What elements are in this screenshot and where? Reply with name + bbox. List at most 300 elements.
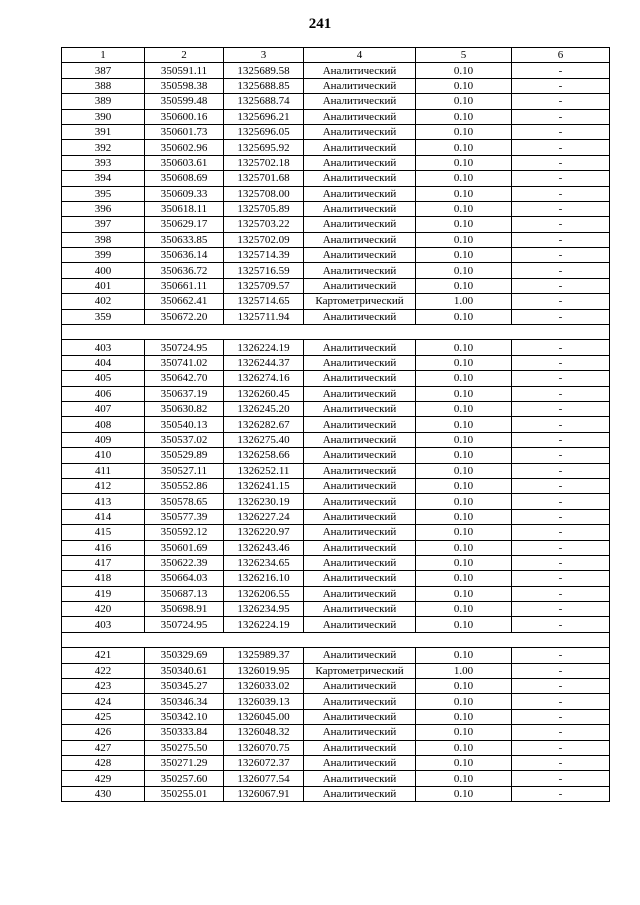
method-cell: Картометрический xyxy=(304,294,416,309)
x-coordinate-cell: 350724.95 xyxy=(145,617,224,632)
method-cell: Аналитический xyxy=(304,248,416,263)
y-coordinate-cell: 1326244.37 xyxy=(224,355,304,370)
x-coordinate-cell: 350577.39 xyxy=(145,509,224,524)
y-coordinate-cell: 1326275.40 xyxy=(224,432,304,447)
note-cell: - xyxy=(512,709,610,724)
x-coordinate-cell: 350637.19 xyxy=(145,386,224,401)
accuracy-cell: 0.10 xyxy=(416,432,512,447)
note-cell: - xyxy=(512,740,610,755)
accuracy-cell: 0.10 xyxy=(416,401,512,416)
method-cell: Аналитический xyxy=(304,78,416,93)
method-cell: Аналитический xyxy=(304,232,416,247)
y-coordinate-cell: 1326072.37 xyxy=(224,755,304,770)
point-number-cell: 421 xyxy=(62,648,145,663)
x-coordinate-cell: 350600.16 xyxy=(145,109,224,124)
table-header-row xyxy=(62,48,610,63)
note-cell: - xyxy=(512,155,610,170)
table-row xyxy=(62,294,610,309)
accuracy-cell: 0.10 xyxy=(416,478,512,493)
method-cell: Аналитический xyxy=(304,509,416,524)
table-row xyxy=(62,540,610,555)
table-row xyxy=(62,417,610,432)
point-number-cell: 405 xyxy=(62,371,145,386)
method-cell: Аналитический xyxy=(304,432,416,447)
y-coordinate-cell: 1325705.89 xyxy=(224,201,304,216)
note-cell: - xyxy=(512,386,610,401)
point-number-cell: 394 xyxy=(62,171,145,186)
y-coordinate-cell: 1326070.75 xyxy=(224,740,304,755)
accuracy-cell: 0.10 xyxy=(416,694,512,709)
table-row xyxy=(62,263,610,278)
table-row xyxy=(62,401,610,416)
y-coordinate-cell: 1326258.66 xyxy=(224,448,304,463)
point-number-cell: 410 xyxy=(62,448,145,463)
table-row xyxy=(62,494,610,509)
x-coordinate-cell: 350599.48 xyxy=(145,94,224,109)
point-number-cell: 412 xyxy=(62,478,145,493)
x-coordinate-cell: 350698.91 xyxy=(145,602,224,617)
table-row xyxy=(62,278,610,293)
x-coordinate-cell: 350601.73 xyxy=(145,124,224,139)
table-row xyxy=(62,248,610,263)
x-coordinate-cell: 350664.03 xyxy=(145,571,224,586)
table-row xyxy=(62,432,610,447)
note-cell: - xyxy=(512,201,610,216)
table-row xyxy=(62,78,610,93)
method-cell: Аналитический xyxy=(304,340,416,355)
note-cell: - xyxy=(512,278,610,293)
accuracy-cell: 0.10 xyxy=(416,186,512,201)
table-row xyxy=(62,755,610,770)
y-coordinate-cell: 1326230.19 xyxy=(224,494,304,509)
y-coordinate-cell: 1326206.55 xyxy=(224,586,304,601)
table-row xyxy=(62,201,610,216)
table-row xyxy=(62,602,610,617)
accuracy-cell: 0.10 xyxy=(416,232,512,247)
x-coordinate-cell: 350329.69 xyxy=(145,648,224,663)
x-coordinate-cell: 350275.50 xyxy=(145,740,224,755)
coordinates-table xyxy=(61,47,610,802)
point-number-cell: 402 xyxy=(62,294,145,309)
point-number-cell: 416 xyxy=(62,540,145,555)
method-cell: Аналитический xyxy=(304,555,416,570)
point-number-cell: 398 xyxy=(62,232,145,247)
point-number-cell: 392 xyxy=(62,140,145,155)
point-number-cell: 401 xyxy=(62,278,145,293)
method-cell: Аналитический xyxy=(304,109,416,124)
x-coordinate-cell: 350340.61 xyxy=(145,663,224,678)
accuracy-cell: 0.10 xyxy=(416,386,512,401)
y-coordinate-cell: 1326033.02 xyxy=(224,679,304,694)
note-cell: - xyxy=(512,417,610,432)
method-cell: Аналитический xyxy=(304,171,416,186)
x-coordinate-cell: 350345.27 xyxy=(145,679,224,694)
y-coordinate-cell: 1325696.05 xyxy=(224,124,304,139)
note-cell: - xyxy=(512,494,610,509)
point-number-cell: 403 xyxy=(62,617,145,632)
method-cell: Аналитический xyxy=(304,694,416,709)
method-cell: Аналитический xyxy=(304,494,416,509)
separator-cell xyxy=(62,632,610,647)
note-cell: - xyxy=(512,263,610,278)
method-cell: Картометрический xyxy=(304,663,416,678)
point-number-cell: 399 xyxy=(62,248,145,263)
method-cell: Аналитический xyxy=(304,217,416,232)
point-number-cell: 395 xyxy=(62,186,145,201)
point-number-cell: 407 xyxy=(62,401,145,416)
table-row xyxy=(62,171,610,186)
table-row xyxy=(62,648,610,663)
table-row xyxy=(62,155,610,170)
x-coordinate-cell: 350346.34 xyxy=(145,694,224,709)
accuracy-cell: 0.10 xyxy=(416,771,512,786)
point-number-cell: 406 xyxy=(62,386,145,401)
note-cell: - xyxy=(512,694,610,709)
method-cell: Аналитический xyxy=(304,155,416,170)
table-row xyxy=(62,217,610,232)
table-row xyxy=(62,371,610,386)
table-row xyxy=(62,679,610,694)
y-coordinate-cell: 1326220.97 xyxy=(224,525,304,540)
method-cell: Аналитический xyxy=(304,309,416,324)
x-coordinate-cell: 350598.38 xyxy=(145,78,224,93)
method-cell: Аналитический xyxy=(304,417,416,432)
note-cell: - xyxy=(512,124,610,139)
x-coordinate-cell: 350540.13 xyxy=(145,417,224,432)
point-number-cell: 414 xyxy=(62,509,145,524)
accuracy-cell: 0.10 xyxy=(416,201,512,216)
note-cell: - xyxy=(512,586,610,601)
method-cell: Аналитический xyxy=(304,617,416,632)
x-coordinate-cell: 350636.72 xyxy=(145,263,224,278)
table-row xyxy=(62,340,610,355)
x-coordinate-cell: 350629.17 xyxy=(145,217,224,232)
method-cell: Аналитический xyxy=(304,648,416,663)
x-coordinate-cell: 350642.70 xyxy=(145,371,224,386)
note-cell: - xyxy=(512,463,610,478)
column-header: 4 xyxy=(304,48,416,63)
method-cell: Аналитический xyxy=(304,725,416,740)
note-cell: - xyxy=(512,248,610,263)
accuracy-cell: 0.10 xyxy=(416,448,512,463)
table-separator-row xyxy=(62,325,610,340)
point-number-cell: 396 xyxy=(62,201,145,216)
method-cell: Аналитический xyxy=(304,355,416,370)
y-coordinate-cell: 1325716.59 xyxy=(224,263,304,278)
x-coordinate-cell: 350622.39 xyxy=(145,555,224,570)
y-coordinate-cell: 1326245.20 xyxy=(224,401,304,416)
method-cell: Аналитический xyxy=(304,63,416,78)
y-coordinate-cell: 1325695.92 xyxy=(224,140,304,155)
accuracy-cell: 0.10 xyxy=(416,263,512,278)
y-coordinate-cell: 1326045.00 xyxy=(224,709,304,724)
note-cell: - xyxy=(512,217,610,232)
method-cell: Аналитический xyxy=(304,525,416,540)
table-row xyxy=(62,786,610,801)
point-number-cell: 425 xyxy=(62,709,145,724)
x-coordinate-cell: 350633.85 xyxy=(145,232,224,247)
y-coordinate-cell: 1326274.16 xyxy=(224,371,304,386)
note-cell: - xyxy=(512,294,610,309)
y-coordinate-cell: 1326227.24 xyxy=(224,509,304,524)
accuracy-cell: 0.10 xyxy=(416,494,512,509)
table-row xyxy=(62,725,610,740)
table-row xyxy=(62,63,610,78)
method-cell: Аналитический xyxy=(304,263,416,278)
x-coordinate-cell: 350636.14 xyxy=(145,248,224,263)
note-cell: - xyxy=(512,478,610,493)
y-coordinate-cell: 1326241.15 xyxy=(224,478,304,493)
note-cell: - xyxy=(512,94,610,109)
note-cell: - xyxy=(512,602,610,617)
note-cell: - xyxy=(512,432,610,447)
point-number-cell: 390 xyxy=(62,109,145,124)
column-header: 3 xyxy=(224,48,304,63)
x-coordinate-cell: 350271.29 xyxy=(145,755,224,770)
note-cell: - xyxy=(512,509,610,524)
method-cell: Аналитический xyxy=(304,386,416,401)
method-cell: Аналитический xyxy=(304,755,416,770)
note-cell: - xyxy=(512,401,610,416)
x-coordinate-cell: 350741.02 xyxy=(145,355,224,370)
method-cell: Аналитический xyxy=(304,540,416,555)
note-cell: - xyxy=(512,448,610,463)
y-coordinate-cell: 1325711.94 xyxy=(224,309,304,324)
x-coordinate-cell: 350527.11 xyxy=(145,463,224,478)
method-cell: Аналитический xyxy=(304,94,416,109)
method-cell: Аналитический xyxy=(304,709,416,724)
point-number-cell: 397 xyxy=(62,217,145,232)
point-number-cell: 408 xyxy=(62,417,145,432)
x-coordinate-cell: 350618.11 xyxy=(145,201,224,216)
point-number-cell: 388 xyxy=(62,78,145,93)
accuracy-cell: 0.10 xyxy=(416,355,512,370)
table-row xyxy=(62,448,610,463)
method-cell: Аналитический xyxy=(304,602,416,617)
y-coordinate-cell: 1325688.74 xyxy=(224,94,304,109)
point-number-cell: 428 xyxy=(62,755,145,770)
accuracy-cell: 0.10 xyxy=(416,540,512,555)
note-cell: - xyxy=(512,725,610,740)
accuracy-cell: 0.10 xyxy=(416,417,512,432)
table-row xyxy=(62,309,610,324)
table-row xyxy=(62,124,610,139)
y-coordinate-cell: 1325696.21 xyxy=(224,109,304,124)
point-number-cell: 422 xyxy=(62,663,145,678)
table-row xyxy=(62,509,610,524)
table-row xyxy=(62,478,610,493)
method-cell: Аналитический xyxy=(304,740,416,755)
accuracy-cell: 0.10 xyxy=(416,171,512,186)
note-cell: - xyxy=(512,525,610,540)
y-coordinate-cell: 1325688.85 xyxy=(224,78,304,93)
point-number-cell: 417 xyxy=(62,555,145,570)
accuracy-cell: 0.10 xyxy=(416,648,512,663)
y-coordinate-cell: 1326039.13 xyxy=(224,694,304,709)
x-coordinate-cell: 350608.69 xyxy=(145,171,224,186)
x-coordinate-cell: 350529.89 xyxy=(145,448,224,463)
table-row xyxy=(62,94,610,109)
x-coordinate-cell: 350609.33 xyxy=(145,186,224,201)
method-cell: Аналитический xyxy=(304,586,416,601)
y-coordinate-cell: 1326067.91 xyxy=(224,786,304,801)
note-cell: - xyxy=(512,140,610,155)
point-number-cell: 404 xyxy=(62,355,145,370)
method-cell: Аналитический xyxy=(304,571,416,586)
x-coordinate-cell: 350724.95 xyxy=(145,340,224,355)
table-row xyxy=(62,232,610,247)
x-coordinate-cell: 350257.60 xyxy=(145,771,224,786)
method-cell: Аналитический xyxy=(304,186,416,201)
point-number-cell: 359 xyxy=(62,309,145,324)
method-cell: Аналитический xyxy=(304,278,416,293)
page-number: 241 xyxy=(308,16,332,32)
separator-cell xyxy=(62,325,610,340)
table-row xyxy=(62,740,610,755)
note-cell: - xyxy=(512,663,610,678)
table-row xyxy=(62,771,610,786)
note-cell: - xyxy=(512,648,610,663)
note-cell: - xyxy=(512,571,610,586)
accuracy-cell: 0.10 xyxy=(416,109,512,124)
x-coordinate-cell: 350662.41 xyxy=(145,294,224,309)
point-number-cell: 420 xyxy=(62,602,145,617)
y-coordinate-cell: 1326224.19 xyxy=(224,340,304,355)
y-coordinate-cell: 1326224.19 xyxy=(224,617,304,632)
point-number-cell: 413 xyxy=(62,494,145,509)
point-number-cell: 430 xyxy=(62,786,145,801)
note-cell: - xyxy=(512,371,610,386)
y-coordinate-cell: 1325701.68 xyxy=(224,171,304,186)
accuracy-cell: 0.10 xyxy=(416,463,512,478)
note-cell: - xyxy=(512,540,610,555)
point-number-cell: 415 xyxy=(62,525,145,540)
y-coordinate-cell: 1326282.67 xyxy=(224,417,304,432)
accuracy-cell: 0.10 xyxy=(416,371,512,386)
method-cell: Аналитический xyxy=(304,478,416,493)
note-cell: - xyxy=(512,786,610,801)
note-cell: - xyxy=(512,309,610,324)
point-number-cell: 400 xyxy=(62,263,145,278)
y-coordinate-cell: 1326252.11 xyxy=(224,463,304,478)
x-coordinate-cell: 350592.12 xyxy=(145,525,224,540)
table-row xyxy=(62,355,610,370)
accuracy-cell: 0.10 xyxy=(416,740,512,755)
point-number-cell: 423 xyxy=(62,679,145,694)
y-coordinate-cell: 1325714.65 xyxy=(224,294,304,309)
note-cell: - xyxy=(512,171,610,186)
method-cell: Аналитический xyxy=(304,201,416,216)
x-coordinate-cell: 350578.65 xyxy=(145,494,224,509)
point-number-cell: 419 xyxy=(62,586,145,601)
table-row xyxy=(62,617,610,632)
note-cell: - xyxy=(512,771,610,786)
y-coordinate-cell: 1325702.09 xyxy=(224,232,304,247)
accuracy-cell: 0.10 xyxy=(416,617,512,632)
point-number-cell: 427 xyxy=(62,740,145,755)
note-cell: - xyxy=(512,555,610,570)
method-cell: Аналитический xyxy=(304,463,416,478)
y-coordinate-cell: 1326216.10 xyxy=(224,571,304,586)
x-coordinate-cell: 350630.82 xyxy=(145,401,224,416)
y-coordinate-cell: 1325689.58 xyxy=(224,63,304,78)
column-header: 6 xyxy=(512,48,610,63)
note-cell: - xyxy=(512,355,610,370)
accuracy-cell: 0.10 xyxy=(416,755,512,770)
accuracy-cell: 1.00 xyxy=(416,294,512,309)
table-row xyxy=(62,709,610,724)
point-number-cell: 403 xyxy=(62,340,145,355)
x-coordinate-cell: 350255.01 xyxy=(145,786,224,801)
accuracy-cell: 0.10 xyxy=(416,709,512,724)
accuracy-cell: 0.10 xyxy=(416,278,512,293)
point-number-cell: 391 xyxy=(62,124,145,139)
table-separator-row xyxy=(62,632,610,647)
point-number-cell: 393 xyxy=(62,155,145,170)
point-number-cell: 387 xyxy=(62,63,145,78)
accuracy-cell: 0.10 xyxy=(416,509,512,524)
x-coordinate-cell: 350661.11 xyxy=(145,278,224,293)
x-coordinate-cell: 350603.61 xyxy=(145,155,224,170)
method-cell: Аналитический xyxy=(304,771,416,786)
table-row xyxy=(62,663,610,678)
note-cell: - xyxy=(512,755,610,770)
y-coordinate-cell: 1325708.00 xyxy=(224,186,304,201)
point-number-cell: 429 xyxy=(62,771,145,786)
y-coordinate-cell: 1326234.95 xyxy=(224,602,304,617)
table-body xyxy=(62,63,610,802)
y-coordinate-cell: 1326048.32 xyxy=(224,725,304,740)
y-coordinate-cell: 1326019.95 xyxy=(224,663,304,678)
accuracy-cell: 0.10 xyxy=(416,217,512,232)
point-number-cell: 411 xyxy=(62,463,145,478)
table-row xyxy=(62,694,610,709)
y-coordinate-cell: 1326234.65 xyxy=(224,555,304,570)
note-cell: - xyxy=(512,679,610,694)
x-coordinate-cell: 350672.20 xyxy=(145,309,224,324)
y-coordinate-cell: 1326260.45 xyxy=(224,386,304,401)
y-coordinate-cell: 1325703.22 xyxy=(224,217,304,232)
note-cell: - xyxy=(512,340,610,355)
x-coordinate-cell: 350552.86 xyxy=(145,478,224,493)
table-row xyxy=(62,386,610,401)
point-number-cell: 409 xyxy=(62,432,145,447)
note-cell: - xyxy=(512,617,610,632)
table-row xyxy=(62,140,610,155)
table-row xyxy=(62,586,610,601)
column-header: 1 xyxy=(62,48,145,63)
note-cell: - xyxy=(512,78,610,93)
accuracy-cell: 0.10 xyxy=(416,63,512,78)
method-cell: Аналитический xyxy=(304,679,416,694)
x-coordinate-cell: 350591.11 xyxy=(145,63,224,78)
column-header: 5 xyxy=(416,48,512,63)
accuracy-cell: 0.10 xyxy=(416,786,512,801)
y-coordinate-cell: 1325989.37 xyxy=(224,648,304,663)
method-cell: Аналитический xyxy=(304,371,416,386)
note-cell: - xyxy=(512,186,610,201)
table-row xyxy=(62,525,610,540)
point-number-cell: 424 xyxy=(62,694,145,709)
note-cell: - xyxy=(512,232,610,247)
method-cell: Аналитический xyxy=(304,124,416,139)
x-coordinate-cell: 350601.69 xyxy=(145,540,224,555)
accuracy-cell: 0.10 xyxy=(416,155,512,170)
accuracy-cell: 0.10 xyxy=(416,602,512,617)
accuracy-cell: 0.10 xyxy=(416,140,512,155)
point-number-cell: 418 xyxy=(62,571,145,586)
accuracy-cell: 0.10 xyxy=(416,586,512,601)
